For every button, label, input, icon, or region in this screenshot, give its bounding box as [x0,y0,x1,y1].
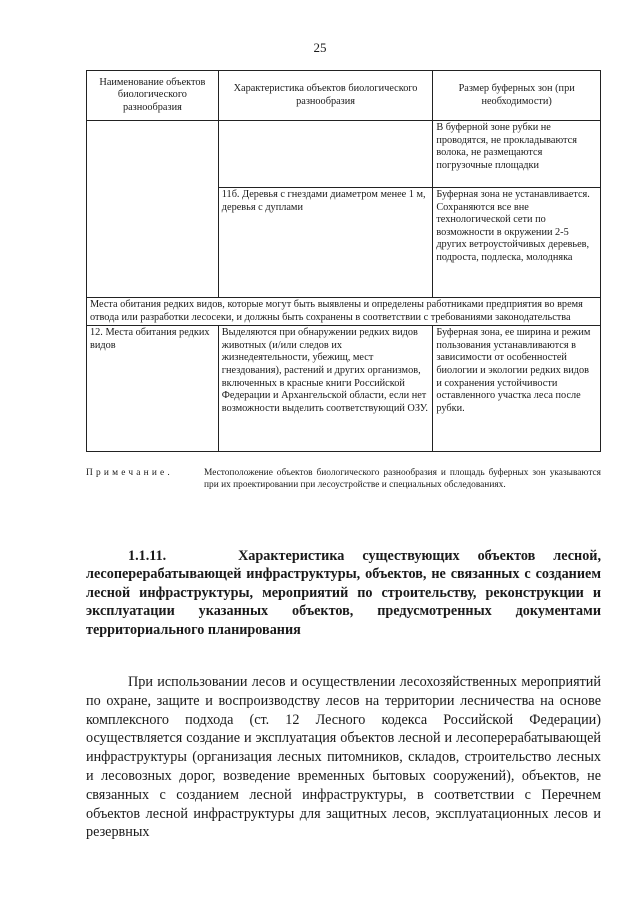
header-object-characteristic: Характеристика объектов биологического разнообразия [218,71,433,121]
cell-12-characteristic: Выделяются при обнаружении редких видов животных (и/или следов их жизнедеятельности, убежищ, мест гнездования), растений и других организмов, включенных в красные книги Российской Федерации и Архангельской области, если нет возможности выделить соответствующий ОЗУ. [218,326,433,452]
cell-12-name: 12. Места обитания редких видов [87,326,219,452]
section-title: Характеристика существующих объектов лесной, лесоперерабатывающей инфраструктуры, объектов, не связанных с созданием лесной инфраструктуры, мероприятий по строительству, реконструкции и эксплуатации указанных объектов, предусмотренных документами территориального планирования [86,548,602,638]
cell-12-buffer: Буферная зона, ее ширина и режим пользования устанавливаются в зависимости от особенностей биологии и экологии редких видов и сохранения устойчивости оставленного участка леса после рубки. [433,326,601,452]
cell-11b-buffer: Буферная зона не устанавливается. Сохраняются все вне технологической сети по возможности в окружении 2-5 других ветроустойчивых деревьев, подроста, подлеска, молодняка [433,188,601,298]
table-row [87,121,601,188]
header-buffer-zone-size: Размер буферных зон (при необходимости) [433,71,601,121]
body-paragraph-text: При использовании лесов и осуществлении лесохозяйственных мероприятий по охране, защите и воспроизводству лесов на территории лесничества на основе комплексного подхода (ст. 12 Лесного кодекса Российской Федерации) осуществляется создание и эксплуатация объектов лесной и лесоперерабатывающей инфраструктуры (организация лесных питомников, складов, строительство лесных и лесовозных дорог, возведение временных бытовых сооружений), объектов, не связанных с созданием лесной инфраструктуры, в соответствии с Перечнем объектов лесной инфраструктуры для защитных лесов, эксплуатационных лесов и резервных [86,674,601,841]
page-number: 25 [313,40,327,55]
cell-continued-name [87,121,219,298]
section-rare-species: Места обитания редких видов, которые могут быть выявлены и определены работниками предприятия во время отвода или разработки лесосеки, и должны быть сохранены в соответствии с требованиями законодательства [87,298,601,326]
section-heading [86,547,601,639]
cell-continued-characteristic [218,121,433,188]
table-header-row [87,71,601,121]
biodiversity-table [86,70,601,452]
table-note [86,468,601,491]
body-paragraph [86,673,601,842]
cell-11b-characteristic: 11б. Деревья с гнездами диаметром менее 1 м, деревья с дуплами [218,188,433,298]
section-number: 1.1.11. [128,548,167,564]
table-section-row [87,298,601,326]
table-row [87,326,601,452]
note-text: Местоположение объектов биологического разнообразия и площадь буферных зон указываются при их проектировании при лесоустройстве и специальных обследованиях. [204,468,601,490]
note-label: Примечание. [86,468,173,478]
cell-continued-buffer: В буферной зоне рубки не проводятся, не прокладываются волока, не размещаются погрузочные площадки [433,121,601,188]
header-object-name: Наименование объектов биологического разнообразия [87,71,219,121]
